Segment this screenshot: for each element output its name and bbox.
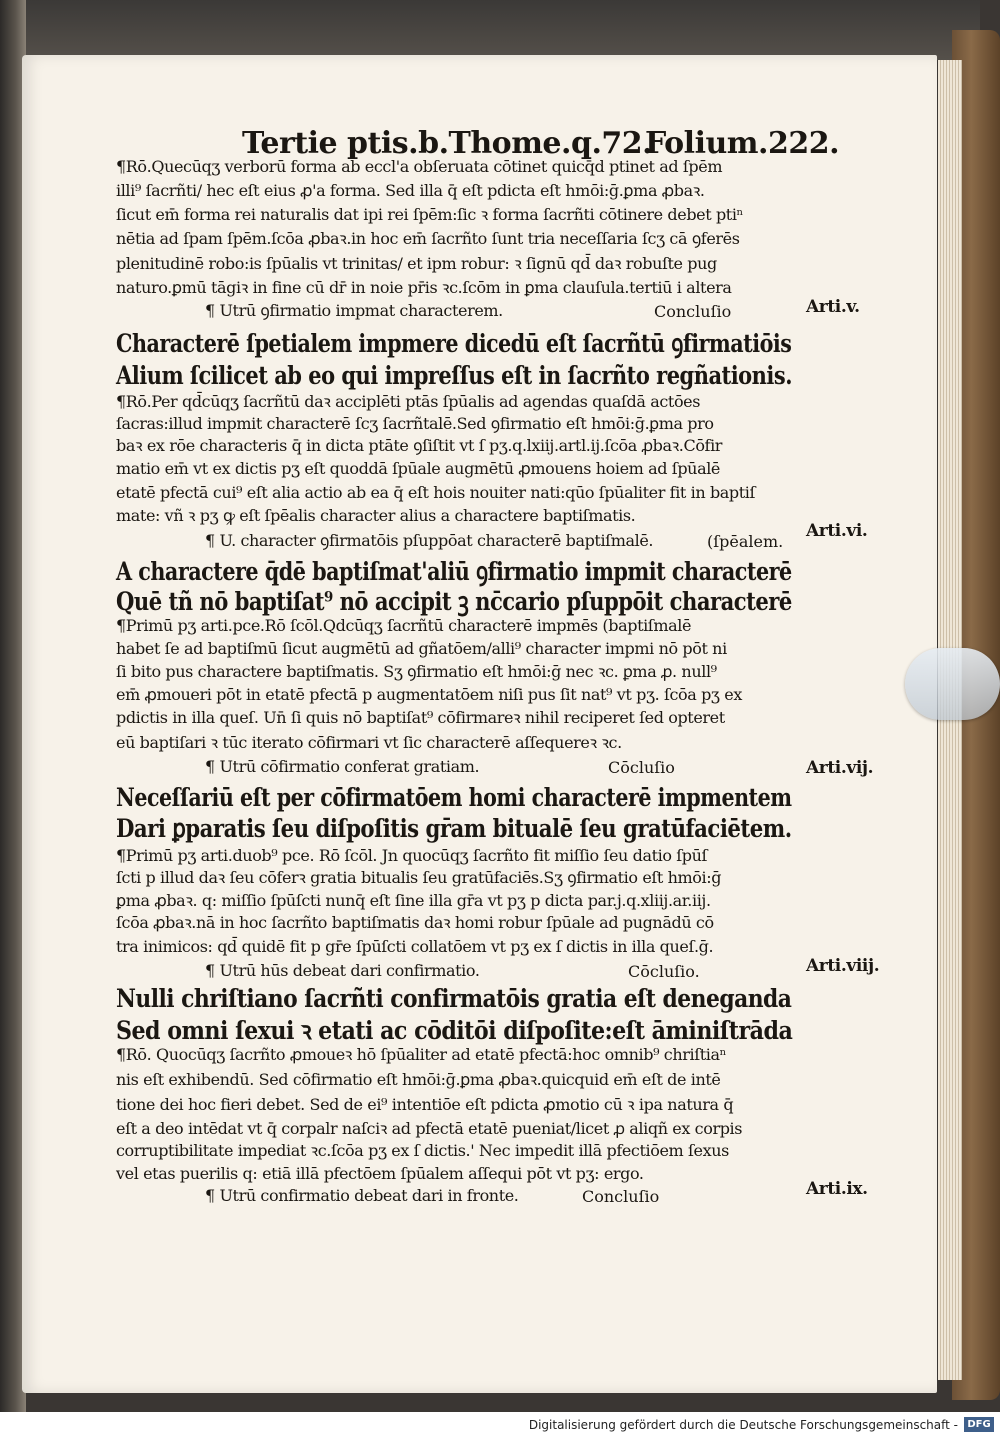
text-line: eū baptiſari ꝛ tūc iterato cōfirmari vt ſic characterē aſſequereꝛ ꝛc. bbox=[116, 733, 622, 752]
text-line: ¶Rō.Per qd̄cūqʒ ſacrñtū daꝛ acciplēti ptās ſpūalis ad agendas quaſdā actōes bbox=[116, 392, 701, 411]
text-line: vel etas puerilis q: etiā illā pfectōem ſpūalem aſſequi pōt vt pʒ: ergo. bbox=[116, 1164, 644, 1183]
margin-note-article: Arti.v. bbox=[806, 297, 860, 317]
text-line: ſicut em̄ forma rei naturalis dat ipi rei ſpēm:ſic ꝛ forma ſacrñti cōtinere debet ptiⁿ bbox=[116, 205, 744, 224]
text-line: mate: vñ ꝛ pʒ ꝙ eſt ſpēalis character alius a charactere baptiſmatis. bbox=[116, 506, 636, 525]
folio-number: Folium.222. bbox=[645, 126, 840, 161]
text-line: nis eſt exhibendū. Sed cōfirmatio eſt hmōi:ḡ.ꝑma ꝓbaꝛ.quicquid em̄ eſt de intē bbox=[116, 1070, 721, 1089]
conclusio-label: Concluſio bbox=[654, 302, 732, 321]
text-line: tione dei hoc fieri debet. Sed de ei⁹ intentiōe eſt pdicta ꝓmotio cū ꝛ ipa natura q̄ bbox=[116, 1095, 734, 1114]
conclusio-label: (ſpēalem. bbox=[707, 532, 784, 551]
margin-note-article: Arti.ix. bbox=[806, 1179, 868, 1199]
text-line: em̄ ꝓmoueri pōt in etatē pfectā p augmentatōem niſi pus ſit nat⁹ vt pʒ. ſcōa pʒ ex bbox=[116, 685, 742, 704]
text-line: matio em̄ vt ex dictis pʒ eſt quoddā ſpūale augmētū ꝓmouens hoiem ad ſpūalē bbox=[116, 459, 720, 478]
text-line: ¶Rō.Quecūqʒ verborū forma ab eccl'a obſeruata cōtinet quicq̄d ptinet ad ſpēm bbox=[116, 157, 723, 176]
text-line: plenitudinē robo:is ſpūalis vt trinitas/ et ipm robur: ꝛ ſignū qd̄ daꝛ robuſte pug bbox=[116, 254, 717, 273]
text-line: nētia ad ſpam ſpēm.ſcōa ꝓbaꝛ.in hoc em̄ ſacrñto ſunt tria neceſſaria ſcʒ cā ꝯferēs bbox=[116, 229, 740, 248]
text-line: ¶Rō. Quocūqʒ ſacrñto ꝓmoueꝛ hō ſpūaliter ad etatē pfectā:hoc omnib⁹ chriſtiaⁿ bbox=[116, 1045, 727, 1064]
footer-credit: Digitalisierung gefördert durch die Deutsche Forschungsgemeinschaft - bbox=[528, 1418, 958, 1432]
question-line: ¶ Utrū confirmatio debeat dari in fronte. bbox=[205, 1186, 519, 1205]
heading-line: Alium ſcilicet ab eo qui impreſſus eſt in ſacrñto regñationis. bbox=[116, 361, 792, 390]
dfg-logo: DFG bbox=[964, 1417, 994, 1432]
heading-line: Quē tñ nō baptiſat⁹ nō accipit ꝫ nc̄cario pſuppōit characterē bbox=[116, 587, 792, 616]
text-line: eſt a deo intēdat vt q̄ corpalr naſciꝛ ad pfectā etatē pueniat/licet ꝓ aliqñ ex corpis bbox=[116, 1119, 743, 1138]
running-title: Tertie ptis.b.Thome.q.72. bbox=[242, 126, 653, 161]
heading-line: Neceſſariū eſt per cōfirmatōem homi characterē impmentem bbox=[116, 783, 792, 812]
question-line: ¶ Utrū ꝯfirmatio impmat characterem. bbox=[205, 301, 503, 320]
conclusio-label: Concluſio bbox=[582, 1187, 660, 1206]
margin-note-article: Arti.vij. bbox=[806, 758, 874, 778]
text-line: corruptibilitate impediat ꝛc.ſcōa pʒ ex ſ dictis.' Nec impedit illā pfectiōem ſexus bbox=[116, 1141, 729, 1160]
text-line: ſcti p illud daꝛ ſeu cōferꝛ gratia bitualis ſeu gratūfaciēs.Sʒ ꝯfirmatio eſt hmōi:ḡ bbox=[116, 868, 722, 887]
question-line: ¶ U. character ꝯfirmatōis pſuppōat characterē baptiſmalē. bbox=[205, 531, 654, 550]
heading-line: Dari ꝑparatis ſeu diſpoſitis gr̄am bitualē ſeu gratūfaciētem. bbox=[116, 814, 792, 843]
text-line: ꝑma ꝓbaꝛ. q: miſſio ſpūſcti nunq̄ eſt ſine illa gr̄a vt pʒ p dicta par.j.q.xliij.ar.iij. bbox=[116, 891, 711, 910]
margin-note-article: Arti.vi. bbox=[806, 521, 868, 541]
text-line: ſi bito pus charactere baptiſmatis. Sʒ ꝯfirmatio eſt hmōi:ḡ nec ꝛc. ꝑma ꝓ. null⁹ bbox=[116, 662, 717, 681]
text-line: baꝛ ex rōe characteris q̄ in dicta ptāte ꝯſiſtit vt ſ pʒ.q.lxiij.artl.ij.ſcōa ꝓbaꝛ.Cōfir bbox=[116, 436, 723, 455]
text-line: habet ſe ad baptiſmū ſicut augmētū ad gñatōem/alli⁹ character impmi nō pōt ni bbox=[116, 639, 727, 658]
margin-note-article: Arti.viij. bbox=[806, 956, 880, 976]
conclusio-label: Cōcluſio. bbox=[628, 962, 700, 981]
question-line: ¶ Utrū hūs debeat dari confirmatio. bbox=[205, 961, 480, 980]
text-line: ¶Primū pʒ arti.duob⁹ pce. Rō ſcōl. Jn quocūqʒ ſacrñto fit miſſio ſeu datio ſpūſ bbox=[116, 846, 708, 865]
text-line: ſacras:illud impmit characterē ſcʒ ſacrñtalē.Sed ꝯfirmatio eſt hmōi:ḡ.ꝑma pro bbox=[116, 414, 714, 433]
heading-line: A charactere q̄dē baptiſmat'aliū ꝯfirmatio impmit characterē bbox=[116, 557, 792, 586]
text-line: ¶Primū pʒ arti.pce.Rō ſcōl.Qdcūqʒ ſacrñtū characterē impmēs (baptiſmalē bbox=[116, 616, 692, 635]
text-line: illi⁹ ſacrñti/ hec eſt eius ꝓ'a forma. Sed illa q̄ eſt pdicta eſt hmōi:ḡ.ꝑma ꝓbaꝛ. bbox=[116, 181, 705, 200]
text-line: tra inimicos: qd̄ quidē fit p gr̄e ſpūſcti collatōem vt pʒ ex ſ dictis in illa queſ.ḡ. bbox=[116, 937, 714, 956]
heading-line: Characterē ſpetialem impmere dicedū eſt ſacrñtū ꝯfirmatiōis bbox=[116, 329, 792, 358]
digitization-footer bbox=[0, 1412, 1000, 1439]
text-line: naturo.ꝑmū tāgiꝛ in fine cū dr̄ in noie pr̄is ꝛc.ſcōm in ꝑma clauſula.tertiū i altera bbox=[116, 278, 732, 297]
text-line: etatē pfectā cui⁹ eſt alia actio ab ea q̄ eſt hois nouiter nati:qūo ſpūaliter fit in baptiſ bbox=[116, 483, 756, 502]
question-line: ¶ Utrū cōfirmatio conferat gratiam. bbox=[205, 757, 480, 776]
text-line: ſcōa ꝓbaꝛ.nā in hoc ſacrñto baptiſmatis daꝛ homi robur ſpūale ad pugnādū cō bbox=[116, 913, 714, 932]
heading-line: Nulli chriſtiano ſacrñti confirmatōis gratia eſt deneganda bbox=[116, 984, 792, 1013]
conclusio-label: Cōcluſio bbox=[608, 758, 675, 777]
text-line: pdictis in illa queſ. Un̄ ſi quis nō baptiſat⁹ cōfirmareꝛ nihil reciperet ſed opteret bbox=[116, 708, 725, 727]
heading-line: Sed omni ſexui ꝛ etati ac cōditōi diſpoſite:eſt āminiſtrāda bbox=[116, 1016, 793, 1045]
